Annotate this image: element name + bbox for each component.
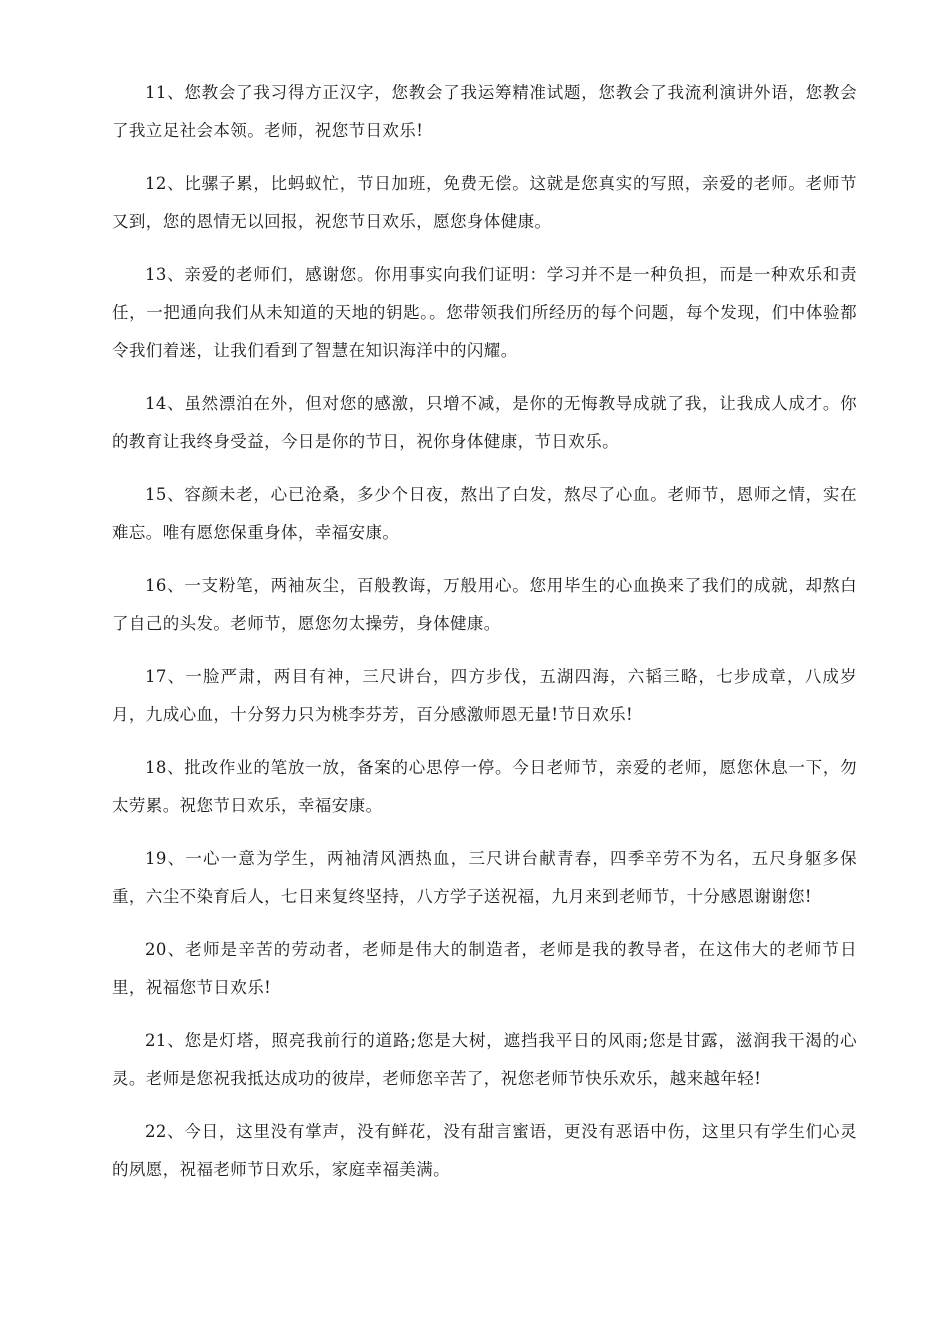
paragraph-22: 22、今日，这里没有掌声，没有鲜花，没有甜言蜜语，更没有恶语中伤，这里只有学生们心灵的夙愿，祝福老师节日欢乐，家庭幸福美满。 — [112, 1122, 857, 1179]
paragraph-16: 16、一支粉笔，两袖灰尘，百般教诲，万般用心。您用毕生的心血换来了我们的成就，却熬白了自己的头发。老师节，愿您勿太操劳，身体健康。 — [112, 576, 857, 633]
paragraph-12: 12、比骡子累，比蚂蚁忙，节日加班，免费无偿。这就是您真实的写照，亲爱的老师。老师节又到，您的恩情无以回报，祝您节日欢乐，愿您身体健康。 — [112, 174, 857, 231]
paragraph-17: 17、一脸严肃，两目有神，三尺讲台，四方步伐，五湖四海，六韬三略，七步成章，八成岁月，九成心血，十分努力只为桃李芬芳，百分感激师恩无量!节日欢乐! — [112, 667, 857, 724]
paragraph-15: 15、容颜未老，心已沧桑，多少个日夜，熬出了白发，熬尽了心血。老师节，恩师之情，实在难忘。唯有愿您保重身体，幸福安康。 — [112, 485, 857, 542]
paragraph-20: 20、老师是辛苦的劳动者，老师是伟大的制造者，老师是我的教导者，在这伟大的老师节日里，祝福您节日欢乐! — [112, 940, 857, 997]
document-body — [112, 74, 857, 1204]
paragraph-18: 18、批改作业的笔放一放，备案的心思停一停。今日老师节，亲爱的老师，愿您休息一下，勿太劳累。祝您节日欢乐，幸福安康。 — [112, 758, 857, 815]
paragraph-19: 19、一心一意为学生，两袖清风洒热血，三尺讲台献青春，四季辛劳不为名，五尺身躯多保重，六尘不染育后人，七日来复终坚持，八方学子送祝福，九月来到老师节，十分感恩谢谢您! — [112, 849, 857, 906]
paragraph-13: 13、亲爱的老师们，感谢您。你用事实向我们证明：学习并不是一种负担，而是一种欢乐和责任，一把通向我们从未知道的天地的钥匙。。您带领我们所经历的每个问题，每个发现，们中体验都令我们着迷，让我们看到了智慧在知识海洋中的闪耀。 — [112, 265, 857, 360]
paragraph-14: 14、虽然漂泊在外，但对您的感激，只增不减，是你的无悔教导成就了我，让我成人成才。你的教育让我终身受益，今日是你的节日，祝你身体健康，节日欢乐。 — [112, 394, 857, 451]
paragraph-21: 21、您是灯塔，照亮我前行的道路;您是大树，遮挡我平日的风雨;您是甘露，滋润我干渴的心灵。老师是您祝我抵达成功的彼岸，老师您辛苦了，祝您老师节快乐欢乐，越来越年轻! — [112, 1031, 857, 1088]
paragraph-11: 11、您教会了我习得方正汉字，您教会了我运筹精准试题，您教会了我流利演讲外语，您教会了我立足社会本领。老师，祝您节日欢乐! — [112, 83, 857, 140]
